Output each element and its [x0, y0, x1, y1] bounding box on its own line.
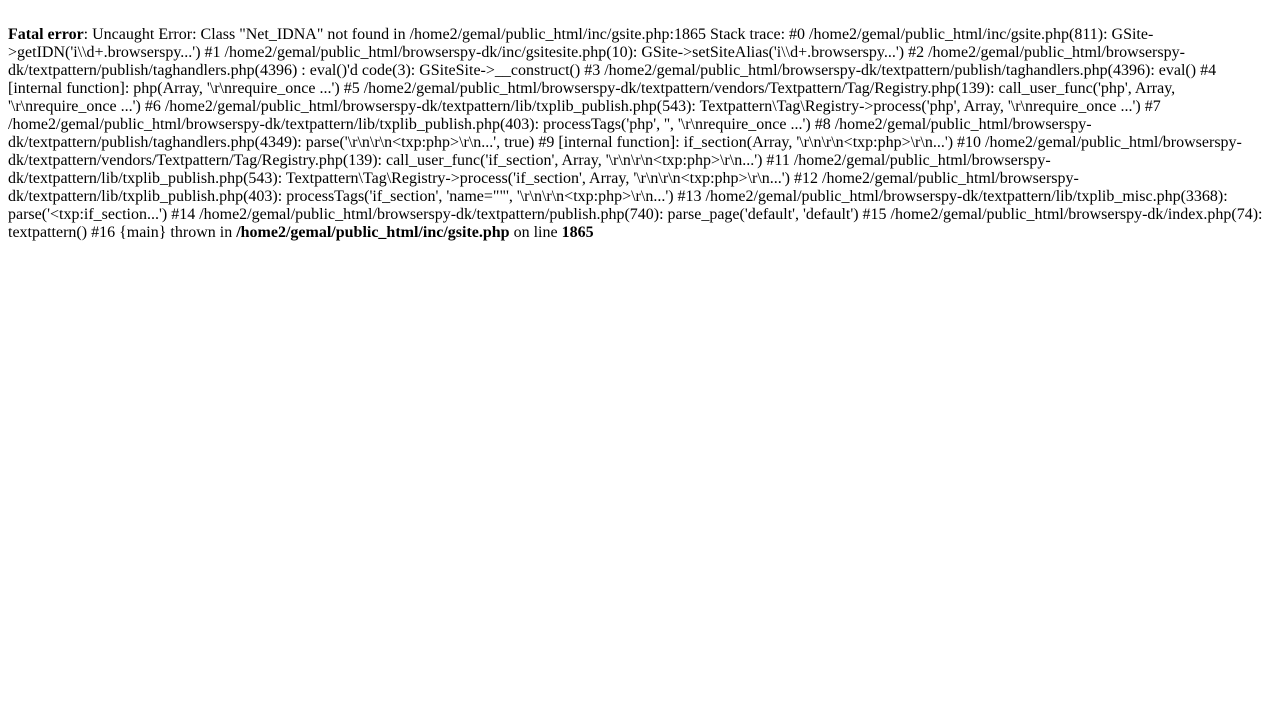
error-text: : Uncaught Error: Class "Net_IDNA" not found in /home2/gemal/public_html/inc/gsite.php:1865 Stack trace: #0 /home2/gemal/public_html/inc/gsite.php(811): GSite->getIDN('i\\d+.browserspy...') #1 /home2/gemal/public_html/browserspy-dk/inc/gsitesite.php(10): GSite->setSiteAlias('i\\d+.browserspy...') #2 /home2/gemal/public_html/browserspy-dk/textpattern/publish/taghandlers.php(4396) : eval()'d code(3): GSiteSite->__construct() #3 /home2/gemal/public_html/browserspy-dk/textpattern/publish/taghandlers.php(4396): eval() #4 [internal function]: php(Array, '\r\nrequire_once ...') #5 /home2/gemal/public_html/browserspy-dk/textpattern/vendors/Textpattern/Tag/Registry.php(139): call_user_func('php', Array, '\r\nrequire_once ...') #6 /home2/gemal/public_html/browserspy-dk/textpattern/lib/txplib_publish.php(543): Textpattern\Tag\Registry->process('php', Array, '\r\nrequire_once ...') #7 /home2/gemal/public_html/browserspy-dk/textpattern/lib/txplib_publish.php(403): processTags('php', '', '\r\nrequire_once ...') #8 /home2/gemal/public_html/browserspy-dk/textpattern/publish/taghandlers.php(4349): parse('\r\n\r\n<txp:php>\r\n...', true) #9 [internal function]: if_section(Array, '\r\n\r\n<txp:php>\r\n...') #10 /home2/gemal/public_html/browserspy-dk/textpattern/vendors/Textpattern/Tag/Registry.php(139): call_user_func('if_section', Array, '\r\n\r\n<txp:php>\r\n...') #11 /home2/gemal/public_html/browserspy-dk/textpattern/lib/txplib_publish.php(543): Textpattern\Tag\Registry->process('if_section', Array, '\r\n\r\n<txp:php>\r\n...') #12 /home2/gemal/public_html/browserspy-dk/textpattern/lib/txplib_publish.php(403): processTags('if_section', 'name=""', '\r\n\r\n<txp:php>\r\n...') #13 /home2/gemal/public_html/browserspy-dk/textpattern/lib/txplib_misc.php(3368): parse('<txp:if_section...') #14 /home2/gemal/public_html/browserspy-dk/textpattern/publish.php(740): parse_page('default', 'default') #15 /home2/gemal/public_html/browserspy-dk/index.php(74): textpattern() #16 {main} thrown in — [8, 26, 1263, 241]
line-prefix: on line — [509, 224, 562, 241]
error-file: /home2/gemal/public_html/inc/gsite.php — [236, 224, 510, 241]
fatal-error-message — [8, 26, 1272, 242]
error-label: Fatal error — [8, 26, 84, 43]
error-line-number: 1865 — [561, 224, 594, 241]
